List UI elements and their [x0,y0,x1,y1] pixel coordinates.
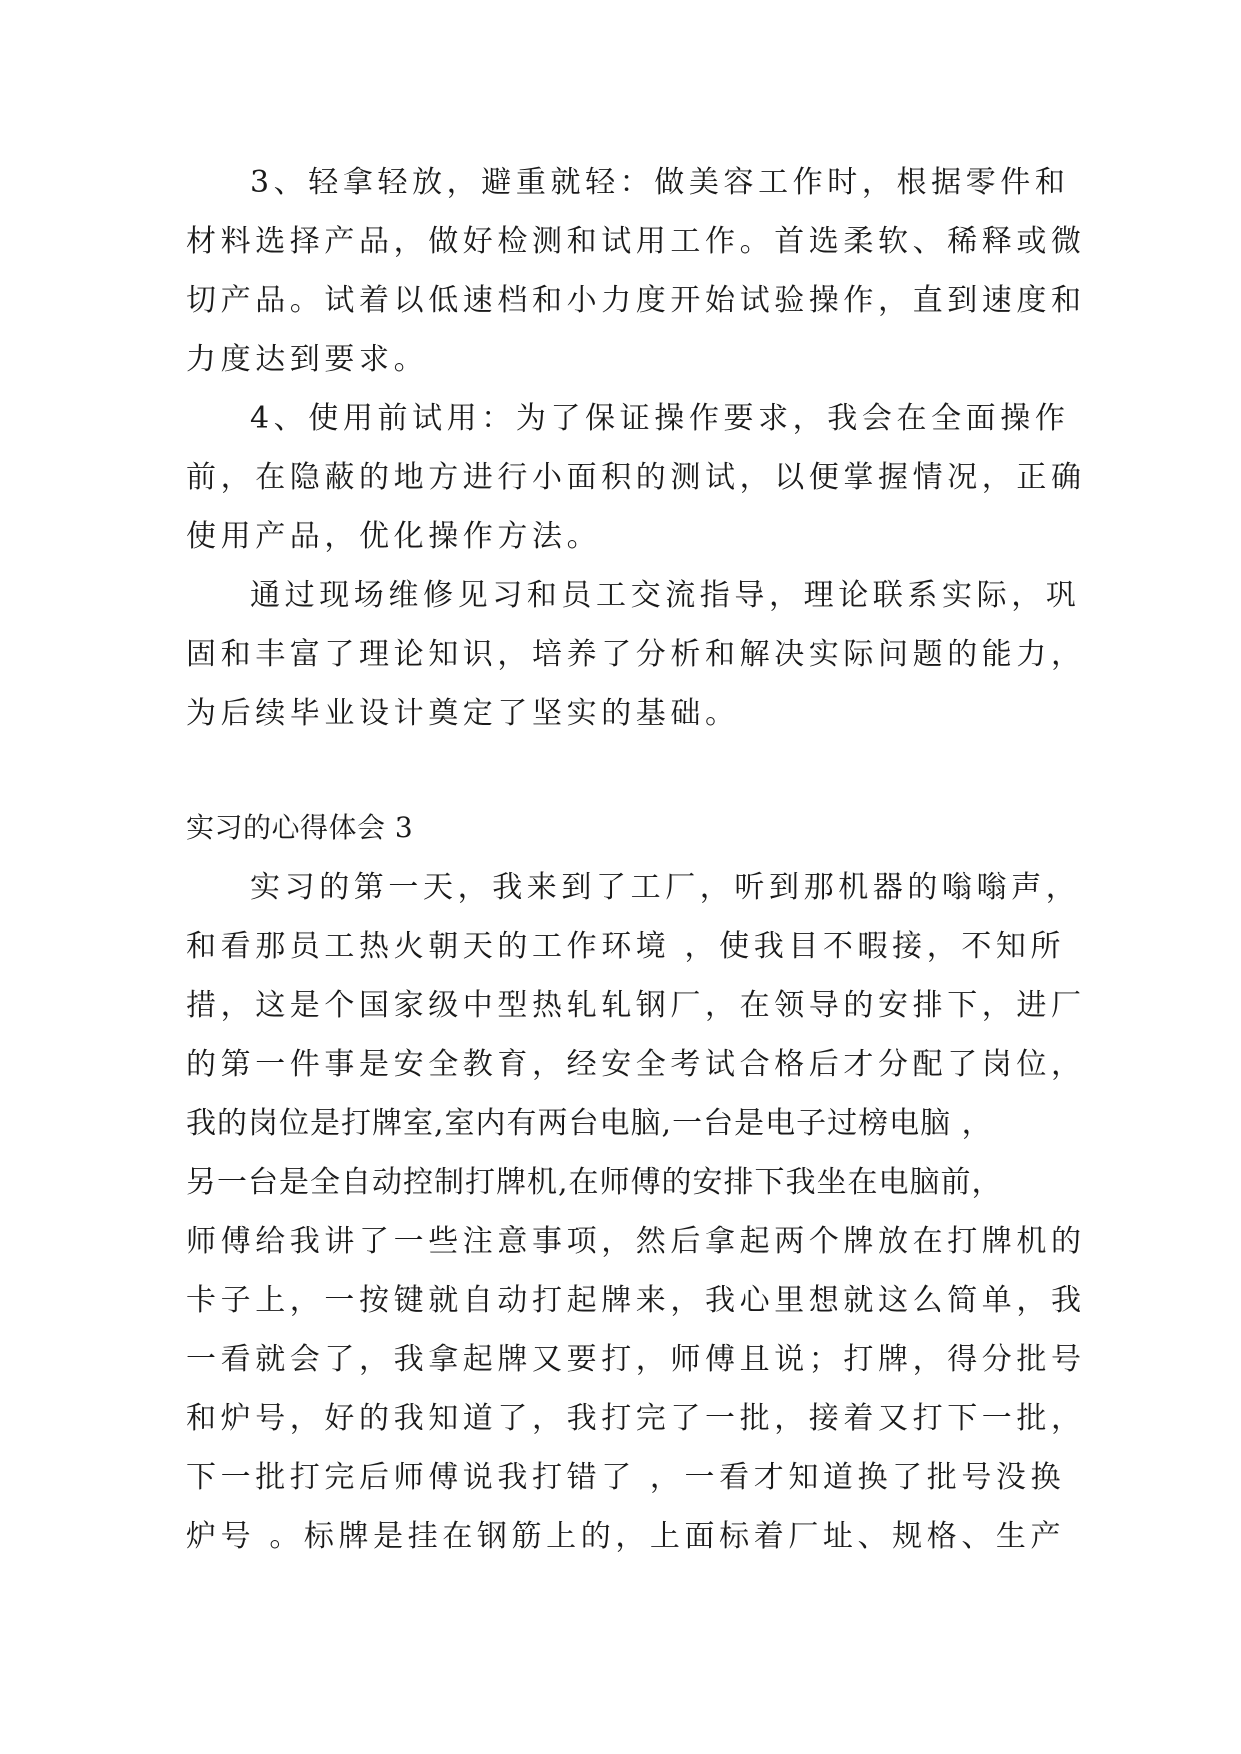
item3-line-4: 力度达到要求。 [186,342,429,377]
body-line-2: 和看那员工热火朝天的工作环境 ，使我目不暇接，不知所 [186,929,1066,964]
body-line-10: 和炉号，好的我知道了，我打完了一批，接着又打下一批， [186,1401,1086,1436]
item3-line-2: 材料选择产品，做好检测和试用工作。首选柔软、稀释或微 [186,224,1086,259]
body-line-7: 师傅给我讲了一些注意事项，然后拿起两个牌放在打牌机的 [186,1224,1086,1259]
item3-line-3: 切产品。试着以低速档和小力度开始试验操作，直到速度和 [186,283,1086,318]
body-line-12: 炉号 。标牌是挂在钢筋上的，上面标着厂址、规格、生产 [186,1519,1066,1554]
body-line-3: 措，这是个国家级中型热轧轧钢厂，在领导的安排下，进厂 [186,988,1086,1023]
body-line-6: 另一台是全自动控制打牌机,在师傅的安排下我坐在电脑前， [186,1165,1003,1200]
section-title: 实习的心得体会 3 [186,811,414,844]
body-line-11: 下一批打完后师傅说我打错了 ，一看才知道换了批号没换 [186,1460,1066,1495]
body-line-4: 的第一件事是安全教育，经安全考试合格后才分配了岗位， [186,1047,1086,1082]
body-line-1: 实习的第一天，我来到了工厂，听到那机器的嗡嗡声， [250,870,1081,905]
body-line-9: 一看就会了，我拿起牌又要打，师傅且说；打牌，得分批号 [186,1342,1086,1377]
summary-line-2: 固和丰富了理论知识，培养了分析和解决实际问题的能力， [186,637,1086,672]
item4-line-2: 前，在隐蔽的地方进行小面积的测试，以便掌握情况，正确 [186,460,1086,495]
body-line-8: 卡子上，一按键就自动打起牌来，我心里想就这么简单，我 [186,1283,1086,1318]
item4-line-3: 使用产品，优化操作方法。 [186,519,602,554]
summary-line-3: 为后续毕业设计奠定了坚实的基础。 [186,696,740,731]
item4-line-1: 4、使用前试用：为了保证操作要求，我会在全面操作 [250,401,1070,436]
item3-line-1: 3、轻拿轻放，避重就轻：做美容工作时，根据零件和 [250,165,1070,200]
body-line-5: 我的岗位是打牌室,室内有两台电脑,一台是电子过榜电脑 ， [186,1106,993,1141]
summary-line-1: 通过现场维修见习和员工交流指导，理论联系实际，巩 [250,578,1081,613]
